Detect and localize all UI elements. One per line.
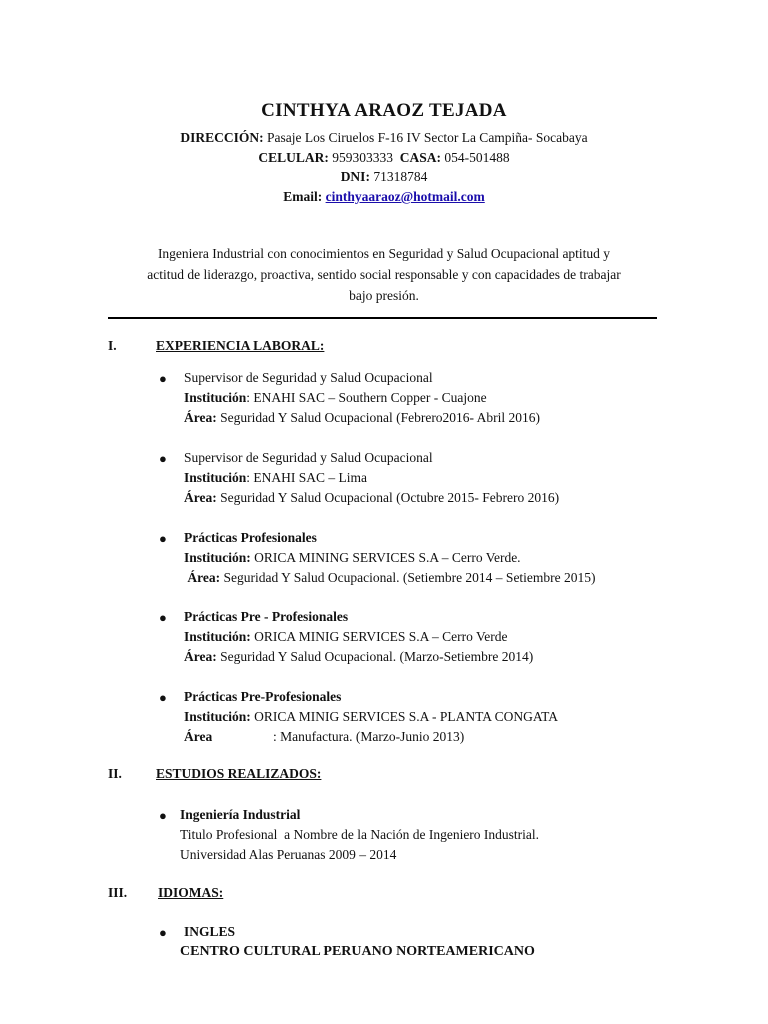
job-title: Prácticas Pre-Profesionales bbox=[184, 689, 342, 704]
bullet-icon: ● bbox=[159, 925, 167, 940]
dni-value: 71318784 bbox=[369, 169, 428, 184]
job-title: Supervisor de Seguridad y Salud Ocupacional bbox=[184, 450, 433, 465]
area-value: Seguridad Y Salud Ocupacional. (Setiembre 2014 – Setiembre 2015) bbox=[220, 570, 596, 585]
area-label: Área: bbox=[184, 490, 217, 505]
bullet-icon: ● bbox=[159, 690, 167, 705]
experience-item bbox=[184, 368, 540, 428]
phone-line bbox=[0, 148, 768, 168]
home-phone-label: CASA: bbox=[399, 150, 442, 165]
section-number: III. bbox=[108, 885, 128, 900]
area-value: Seguridad Y Salud Ocupacional (Febrero2016- Abril 2016) bbox=[216, 410, 541, 425]
bullet-icon: ● bbox=[159, 808, 167, 823]
horizontal-divider bbox=[108, 317, 657, 319]
dni-line bbox=[0, 167, 768, 187]
email-link[interactable]: cinthyaaraoz@hotmail.com bbox=[325, 189, 485, 204]
bullet-icon: ● bbox=[159, 610, 167, 625]
summary-line: Ingeniera Industrial con conocimientos en Seguridad y Salud Ocupacional aptitud y bbox=[157, 246, 611, 261]
institution-value: ORICA MINIG SERVICES S.A – Cerro Verde bbox=[250, 629, 508, 644]
degree-line: Universidad Alas Peruanas 2009 – 2014 bbox=[180, 847, 397, 862]
experience-item bbox=[184, 687, 558, 747]
section-number: II. bbox=[108, 766, 122, 781]
area-label: Área bbox=[184, 729, 213, 744]
section-title-languages: IDIOMAS: bbox=[158, 885, 224, 900]
institution-label: Institución: bbox=[184, 629, 251, 644]
study-item bbox=[180, 805, 539, 865]
address-label: DIRECCIÓN: bbox=[180, 130, 264, 145]
institution-value: : ENAHI SAC – Southern Copper - Cuajone bbox=[246, 390, 487, 405]
phone-label: CELULAR: bbox=[258, 150, 329, 165]
institution-value: : ENAHI SAC – Lima bbox=[246, 470, 368, 485]
section-number: I. bbox=[108, 338, 117, 353]
language-institution: CENTRO CULTURAL PERUANO NORTEAMERICANO bbox=[180, 944, 535, 959]
job-title: Prácticas Pre - Profesionales bbox=[184, 609, 349, 624]
area-label: Área: bbox=[184, 649, 217, 664]
institution-label: Institución: bbox=[184, 709, 251, 724]
language-item bbox=[180, 922, 535, 962]
bullet-icon: ● bbox=[159, 451, 167, 466]
area-value: Seguridad Y Salud Ocupacional. (Marzo-Setiembre 2014) bbox=[216, 649, 534, 664]
bullet-icon: ● bbox=[159, 371, 167, 386]
candidate-name: CINTHYA ARAOZ TEJADA bbox=[261, 100, 507, 121]
language-name: INGLES bbox=[184, 924, 236, 939]
degree-line: Titulo Profesional a Nombre de la Nación de Ingeniero Industrial. bbox=[180, 827, 540, 842]
section-title-studies: ESTUDIOS REALIZADOS: bbox=[156, 766, 322, 781]
experience-item bbox=[184, 607, 533, 667]
degree-title: Ingeniería Industrial bbox=[180, 807, 301, 822]
summary-line: bajo presión. bbox=[349, 288, 419, 303]
institution-label: Institución bbox=[184, 470, 247, 485]
area-label: Área: bbox=[184, 410, 217, 425]
job-title: Supervisor de Seguridad y Salud Ocupacional bbox=[184, 370, 433, 385]
area-label: Área: bbox=[184, 570, 221, 585]
institution-value: ORICA MINIG SERVICES S.A - PLANTA CONGATA bbox=[250, 709, 559, 724]
dni-label: DNI: bbox=[340, 169, 370, 184]
institution-label: Institución bbox=[184, 390, 247, 405]
section-title-experience: EXPERIENCIA LABORAL: bbox=[156, 338, 325, 353]
area-value: : Manufactura. (Marzo-Junio 2013) bbox=[273, 729, 465, 744]
home-phone-value: 054-501488 bbox=[441, 150, 510, 165]
email-line bbox=[0, 187, 768, 207]
phone-value: 959303333 bbox=[328, 150, 400, 165]
area-value: Seguridad Y Salud Ocupacional (Octubre 2015- Febrero 2016) bbox=[216, 490, 560, 505]
profile-summary bbox=[100, 243, 668, 306]
summary-line: actitud de liderazgo, proactiva, sentido social responsable y con capacidades de trabajar bbox=[147, 267, 621, 282]
experience-item bbox=[184, 528, 596, 588]
experience-item bbox=[184, 448, 559, 508]
job-title: Prácticas Profesionales bbox=[184, 530, 317, 545]
address-line bbox=[0, 128, 768, 148]
address-value: Pasaje Los Ciruelos F-16 IV Sector La Campiña- Socabaya bbox=[263, 130, 588, 145]
institution-value: ORICA MINING SERVICES S.A – Cerro Verde. bbox=[250, 550, 521, 565]
bullet-icon: ● bbox=[159, 531, 167, 546]
institution-label: Institución: bbox=[184, 550, 251, 565]
email-label: Email: bbox=[283, 189, 323, 204]
